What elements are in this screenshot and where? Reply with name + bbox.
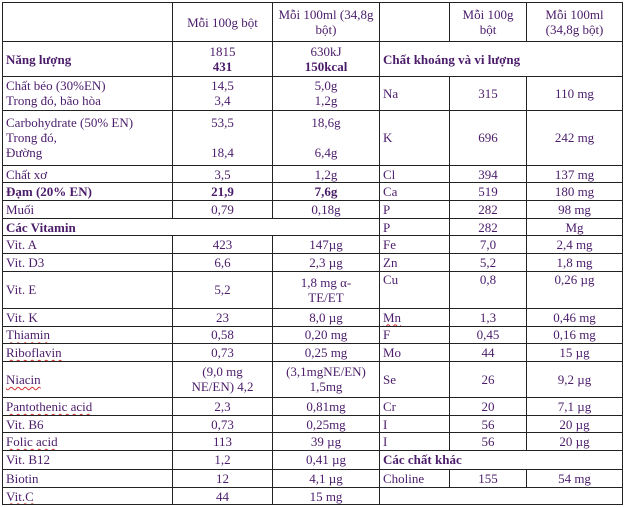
- fat-label-main: Chất béo (30%EN): [6, 78, 106, 94]
- mineral-label: Se: [380, 361, 450, 397]
- fat-label-sub: Trong đó, bão hòa: [6, 93, 101, 109]
- vitamin-label-text: Folic acid: [6, 434, 58, 450]
- vitamin-100g: 6,6: [173, 253, 273, 271]
- vitamin-label: [3, 398, 173, 416]
- vitamin-label: Vit. B12: [3, 450, 173, 469]
- fat-label: [3, 76, 173, 110]
- fiber-label: Chất xơ: [3, 165, 173, 183]
- vitamin-100ml: [273, 361, 380, 397]
- mineral-100g: 5,2: [450, 253, 527, 271]
- vitamin-100g: [173, 361, 273, 397]
- vitamin-100g: 0,73: [173, 344, 273, 362]
- vitamin-100ml: 2,3 µg: [273, 253, 380, 271]
- mineral-label: Zn: [380, 253, 450, 271]
- mineral-100g: 26: [450, 361, 527, 397]
- mineral-label: I: [380, 415, 450, 433]
- mineral-100ml: 110 mg: [527, 76, 623, 110]
- vitamin-e-100ml-line1: 1,8 mg α-: [300, 274, 352, 290]
- salt-label: Muối: [3, 201, 173, 219]
- vitamin-label: [3, 326, 173, 344]
- carb-label-sub2: Đường: [6, 145, 43, 161]
- mineral-100g: 394: [450, 165, 527, 183]
- mineral-100ml: 15 µg: [527, 344, 623, 362]
- energy-kcal-100g: 431: [212, 59, 233, 75]
- mineral-label: P: [380, 201, 450, 219]
- niacin-100ml-line1: (3,1mgNE/EN): [286, 364, 366, 380]
- mineral-label: Cr: [380, 398, 450, 416]
- table-row: [3, 271, 623, 308]
- vitamin-100ml: 15 mg: [273, 488, 380, 505]
- table-row: [3, 218, 623, 236]
- mineral-label: P: [380, 218, 450, 236]
- vitamin-label: Vit. E: [3, 271, 173, 308]
- vitamin-100ml: 39 µg: [273, 433, 380, 451]
- vitamin-100g: 423: [173, 236, 273, 254]
- table-row: [3, 236, 623, 254]
- mineral-label: [380, 308, 450, 326]
- vitamin-100g: 0,58: [173, 326, 273, 344]
- mineral-100ml: 137 mg: [527, 165, 623, 183]
- energy-label: Năng lượng: [3, 42, 173, 76]
- mineral-100ml: 7,1 µg: [527, 398, 623, 416]
- mineral-label-text: Mn: [383, 309, 402, 325]
- vitamin-100ml: 0,81mg: [273, 398, 380, 416]
- table-row: [3, 469, 623, 488]
- table-row: [3, 183, 623, 201]
- mineral-100ml: 0,26 µg: [527, 271, 623, 308]
- fat-100ml: [273, 76, 380, 110]
- mineral-label: F: [380, 326, 450, 344]
- vitamin-100ml: 8,0 µg: [273, 308, 380, 326]
- vitamin-100g: 113: [173, 433, 273, 451]
- mineral-100g: 56: [450, 433, 527, 451]
- other-label: Choline: [380, 469, 450, 488]
- other-100g: 155: [450, 469, 527, 488]
- carb-label: [3, 110, 173, 165]
- vitamin-100ml: 4,1 µg: [273, 469, 380, 488]
- vitamin-100g: 5,2: [173, 271, 273, 308]
- carb-100g-sub: 18,4: [211, 145, 234, 161]
- carb-100ml-main: 18,6g: [311, 115, 341, 131]
- fiber-100ml: 1,2g: [273, 165, 380, 183]
- protein-label: Đạm (20% EN): [3, 183, 173, 201]
- mineral-label: Cu: [380, 271, 450, 308]
- fat-100g: [173, 76, 273, 110]
- table-header-row: [3, 3, 623, 42]
- carb-100g-main: 53,5: [211, 115, 234, 131]
- fat-100g-sub: 3,4: [214, 93, 231, 109]
- header-per-100g-right: Mỗi 100g bột: [450, 3, 527, 42]
- vitamin-100g: 44: [173, 488, 273, 505]
- vitamin-100g: 1,2: [173, 450, 273, 469]
- energy-kcal-100ml: 150kcal: [304, 59, 348, 75]
- mineral-label: Cl: [380, 165, 450, 183]
- vitamin-label: Vit. A: [3, 236, 173, 254]
- nutrition-facts-table: [2, 2, 623, 505]
- carb-label-sub1: Trong đó,: [6, 130, 57, 146]
- table-row: [3, 308, 623, 326]
- vitamin-100ml: 0,25 mg: [273, 344, 380, 362]
- mineral-label: Ca: [380, 183, 450, 201]
- fat-100ml-main: 5,0g: [314, 78, 338, 94]
- energy-kj-100ml: 630kJ: [310, 44, 342, 60]
- mineral-100g: 1,3: [450, 308, 527, 326]
- vitamin-label: [3, 361, 173, 397]
- mineral-100ml: 180 mg: [527, 183, 623, 201]
- header-per-100g: Mỗi 100g bột: [173, 3, 273, 42]
- mineral-label: I: [380, 433, 450, 451]
- vitamin-label: [3, 433, 173, 451]
- vitamin-e-100ml-line2: TE/ET: [308, 289, 344, 305]
- table-row: [3, 433, 623, 451]
- carb-100ml-sub: 6,4g: [314, 145, 338, 161]
- table-row: [3, 110, 623, 165]
- vitamin-label: Biotin: [3, 469, 173, 488]
- vitamin-label-text: Pantothenic acid: [6, 398, 93, 414]
- vitamin-100g: 12: [173, 469, 273, 488]
- niacin-100ml-line2: 1,5mg: [309, 379, 343, 395]
- mineral-100g: 0,45: [450, 326, 527, 344]
- table-row: [3, 415, 623, 433]
- energy-100ml: [273, 42, 380, 76]
- niacin-100g-line1: (9,0 mg: [202, 364, 243, 380]
- mineral-100ml: 98 mg: [527, 201, 623, 219]
- vitamin-100g: 23: [173, 308, 273, 326]
- mineral-100ml: 242 mg: [527, 110, 623, 165]
- table-row: [3, 76, 623, 110]
- other-100ml: 54 mg: [527, 469, 623, 488]
- mineral-label: Mo: [380, 344, 450, 362]
- vitamin-label: [3, 488, 173, 505]
- mineral-100g: 7,0: [450, 236, 527, 254]
- mineral-100g: 519: [450, 183, 527, 201]
- mineral-100ml: 9,2 µg: [527, 361, 623, 397]
- table-row: [3, 361, 623, 397]
- vitamin-label: Vit. B6: [3, 415, 173, 433]
- energy-kj-100g: 1815: [209, 44, 236, 60]
- carb-100ml: [273, 110, 380, 165]
- empty-cell: [380, 488, 623, 505]
- vitamin-label-text: Niacin: [6, 371, 41, 387]
- vitamin-label-text: Vit.C: [6, 488, 34, 504]
- mineral-100g: 44: [450, 344, 527, 362]
- mineral-100g: 20: [450, 398, 527, 416]
- mineral-100g: 696: [450, 110, 527, 165]
- other-section-title: Các chất khác: [380, 450, 623, 469]
- table-row: [3, 165, 623, 183]
- table-row: [3, 201, 623, 219]
- vitamin-label: [3, 344, 173, 362]
- energy-row: [3, 42, 623, 76]
- mineral-100g: 282: [450, 218, 527, 236]
- carb-100g: [173, 110, 273, 165]
- vitamin-100ml: 0,25mg: [273, 415, 380, 433]
- vitamin-label: Vit. D3: [3, 253, 173, 271]
- mineral-100ml: 0,16 mg: [527, 326, 623, 344]
- table-row: [3, 253, 623, 271]
- vitamin-100ml: 0,20 mg: [273, 326, 380, 344]
- energy-100g: [173, 42, 273, 76]
- mineral-label: K: [380, 110, 450, 165]
- vitamin-label-text: Riboflavin: [6, 344, 62, 360]
- mineral-100ml: 1,8 mg: [527, 253, 623, 271]
- mineral-100ml: 20 µg: [527, 433, 623, 451]
- table-row: [3, 398, 623, 416]
- protein-100ml: 7,6g: [273, 183, 380, 201]
- mineral-label: Na: [380, 76, 450, 110]
- vitamin-label-text: Thiamin: [6, 327, 51, 343]
- header-empty-cell: [3, 3, 173, 42]
- vitamin-label: Vit. K: [3, 308, 173, 326]
- header-per-100ml: Mỗi 100ml (34,8g bột): [273, 3, 380, 42]
- mineral-100ml: Mg: [527, 218, 623, 236]
- vitamin-100ml: [273, 271, 380, 308]
- table-row: [3, 488, 623, 505]
- minerals-section-title: Chất khoáng và vi lượng: [380, 42, 623, 76]
- salt-100ml: 0,18g: [273, 201, 380, 219]
- mineral-label: Fe: [380, 236, 450, 254]
- niacin-100g-line2: NE/EN) 4,2: [191, 379, 254, 395]
- header-empty-cell-right: [380, 3, 450, 42]
- fat-100g-main: 14,5: [211, 78, 234, 94]
- table-row: [3, 450, 623, 469]
- protein-100g: 21,9: [173, 183, 273, 201]
- vitamin-100g: 2,3: [173, 398, 273, 416]
- mineral-100g: 0,8: [450, 271, 527, 308]
- mineral-100g: 282: [450, 201, 527, 219]
- salt-100g: 0,79: [173, 201, 273, 219]
- vitamin-100ml: 147µg: [273, 236, 380, 254]
- header-per-100ml-right: Mỗi 100ml (34,8g bột): [527, 3, 623, 42]
- vitamins-section-title: Các Vitamin: [3, 218, 380, 236]
- carb-label-main: Carbohydrate (50% EN): [6, 115, 134, 131]
- vitamin-100ml: 0,41 µg: [273, 450, 380, 469]
- table-row: [3, 326, 623, 344]
- table-row: [3, 344, 623, 362]
- fat-100ml-sub: 1,2g: [314, 93, 338, 109]
- mineral-100ml: 2,4 mg: [527, 236, 623, 254]
- fiber-100g: 3,5: [173, 165, 273, 183]
- mineral-100g: 56: [450, 415, 527, 433]
- mineral-100ml: 20 µg: [527, 415, 623, 433]
- vitamin-100g: 0,73: [173, 415, 273, 433]
- mineral-100ml: 0,46 mg: [527, 308, 623, 326]
- mineral-100g: 315: [450, 76, 527, 110]
